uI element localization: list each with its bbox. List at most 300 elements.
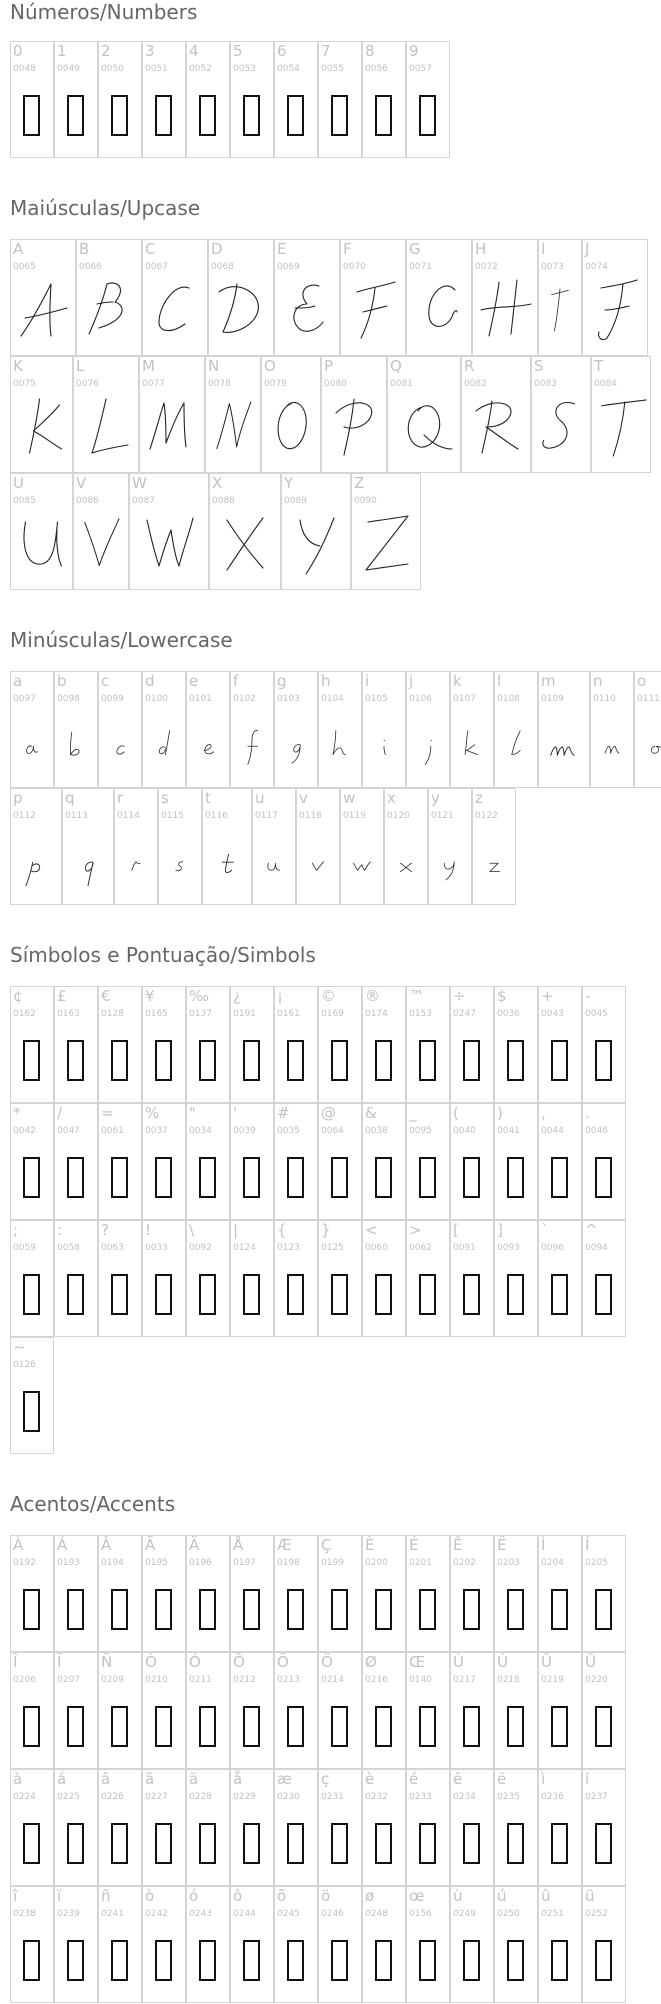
- missing-glyph-box: [419, 1589, 436, 1630]
- glyph-char-label: Ú: [497, 1653, 508, 1671]
- glyph-code-label: 0140: [409, 1675, 432, 1685]
- glyph-cell: [362, 1652, 406, 1769]
- glyph-cell: [54, 1103, 98, 1220]
- glyph-code-label: 0108: [497, 694, 520, 704]
- glyph-code-label: 0110: [593, 694, 616, 704]
- glyph-cell: [142, 1535, 186, 1652]
- glyph-cell: [406, 671, 450, 788]
- glyph-char-label: Q: [390, 357, 402, 375]
- glyph-cell: [450, 1652, 494, 1769]
- glyph-char-label: g: [277, 672, 287, 690]
- glyph-cell: [406, 1535, 450, 1652]
- glyph-cell: [142, 41, 186, 158]
- glyph-code-label: 0113: [65, 811, 88, 821]
- missing-glyph-box: [23, 1823, 40, 1864]
- glyph-cell: [98, 671, 142, 788]
- glyph-char-label: 5: [233, 42, 243, 60]
- glyph-cell: [450, 671, 494, 788]
- script-glyph-preview: [363, 702, 405, 782]
- glyph-cell: [321, 356, 387, 473]
- glyph-code-label: 0104: [321, 694, 344, 704]
- glyph-cell: [450, 986, 494, 1103]
- glyph-code-label: 0228: [189, 1792, 212, 1802]
- glyph-cell: [10, 239, 76, 356]
- script-glyph-preview: [297, 819, 339, 899]
- glyph-cell: [362, 1103, 406, 1220]
- glyph-char-label: l: [497, 672, 502, 690]
- glyph-char-label: L: [76, 357, 85, 375]
- glyph-char-label: œ: [409, 1887, 425, 1905]
- glyph-code-label: 0097: [13, 694, 36, 704]
- glyph-code-label: 0085: [13, 496, 36, 506]
- missing-glyph-box: [551, 1706, 568, 1747]
- glyph-cell: [230, 1652, 274, 1769]
- glyph-code-label: 0165: [145, 1009, 168, 1019]
- missing-glyph-box: [67, 1589, 84, 1630]
- glyph-cell: [10, 1652, 54, 1769]
- glyph-char-label: T: [594, 357, 604, 375]
- glyph-cell: [205, 356, 261, 473]
- glyph-char-label: Á: [57, 1536, 68, 1554]
- missing-glyph-box: [419, 1040, 436, 1081]
- glyph-code-label: 0072: [475, 262, 498, 272]
- glyph-char-label: Ù: [453, 1653, 464, 1671]
- glyph-char-label: ¢: [13, 987, 23, 1005]
- glyph-code-label: 0098: [57, 694, 80, 704]
- glyph-code-label: 0202: [453, 1558, 476, 1568]
- glyph-code-label: 0055: [321, 64, 344, 74]
- glyph-code-label: 0218: [497, 1675, 520, 1685]
- glyph-char-label: ¡: [277, 987, 284, 1005]
- glyph-char-label: ): [497, 1104, 503, 1122]
- glyph-char-label: B: [79, 240, 90, 258]
- glyph-cell: [142, 1220, 186, 1337]
- missing-glyph-box: [331, 1157, 348, 1198]
- missing-glyph-box: [287, 95, 304, 136]
- glyph-char-label: ©: [321, 987, 336, 1005]
- script-glyph-preview: [159, 819, 201, 899]
- glyph-cell: [10, 671, 54, 788]
- glyph-code-label: 0249: [453, 1909, 476, 1919]
- glyph-char-label: u: [255, 789, 265, 807]
- missing-glyph-box: [67, 95, 84, 136]
- glyph-char-label: Ê: [453, 1536, 463, 1554]
- glyph-code-label: 0220: [585, 1675, 608, 1685]
- glyph-cell: [318, 41, 362, 158]
- missing-glyph-box: [419, 1706, 436, 1747]
- missing-glyph-box: [155, 95, 172, 136]
- glyph-code-label: 0115: [161, 811, 184, 821]
- glyph-char-label: i: [365, 672, 370, 690]
- glyph-code-label: 0224: [13, 1792, 36, 1802]
- missing-glyph-box: [111, 1157, 128, 1198]
- glyph-char-label: é: [409, 1770, 419, 1788]
- glyph-cell: [186, 1886, 230, 2003]
- glyph-code-label: 0227: [145, 1792, 168, 1802]
- glyph-char-label: m: [541, 672, 556, 690]
- script-glyph-preview: [99, 702, 141, 782]
- glyph-code-label: 0225: [57, 1792, 80, 1802]
- missing-glyph-box: [287, 1589, 304, 1630]
- glyph-code-label: 0196: [189, 1558, 212, 1568]
- glyph-cell: [406, 1220, 450, 1337]
- glyph-code-label: 0213: [277, 1675, 300, 1685]
- missing-glyph-box: [23, 1940, 40, 1981]
- glyph-cell: [98, 41, 142, 158]
- glyph-code-label: 0079: [264, 379, 287, 389]
- missing-glyph-box: [67, 1823, 84, 1864]
- missing-glyph-box: [23, 1391, 40, 1432]
- missing-glyph-box: [155, 1157, 172, 1198]
- glyph-code-label: 0062: [409, 1243, 432, 1253]
- missing-glyph-box: [507, 1589, 524, 1630]
- glyph-cell: [362, 986, 406, 1103]
- glyph-char-label: Œ: [409, 1653, 426, 1671]
- glyph-cell: [10, 1337, 54, 1454]
- glyph-cell: [274, 671, 318, 788]
- missing-glyph-box: [375, 1157, 392, 1198]
- missing-glyph-box: [331, 1274, 348, 1315]
- glyph-cell: [230, 1535, 274, 1652]
- glyph-cell: [10, 1769, 54, 1886]
- missing-glyph-box: [287, 1940, 304, 1981]
- glyph-code-label: 0174: [365, 1009, 388, 1019]
- glyph-cell: [274, 1886, 318, 2003]
- glyph-cell: [406, 1103, 450, 1220]
- glyph-code-label: 0219: [541, 1675, 564, 1685]
- missing-glyph-box: [463, 1706, 480, 1747]
- glyph-cell: [230, 1886, 274, 2003]
- missing-glyph-box: [67, 1706, 84, 1747]
- missing-glyph-box: [331, 1589, 348, 1630]
- glyph-code-label: 0107: [453, 694, 476, 704]
- missing-glyph-box: [199, 1706, 216, 1747]
- glyph-cell: [494, 1535, 538, 1652]
- glyph-cell: [538, 239, 582, 356]
- glyph-cell: [387, 356, 461, 473]
- glyph-char-label: Û: [541, 1653, 552, 1671]
- glyph-char-label: ': [233, 1104, 238, 1122]
- glyph-char-label: €: [101, 987, 111, 1005]
- glyph-char-label: ñ: [101, 1887, 111, 1905]
- glyph-cell: [142, 1886, 186, 2003]
- glyph-code-label: 0063: [101, 1243, 124, 1253]
- glyph-cell: [538, 986, 582, 1103]
- script-glyph-preview: [115, 819, 157, 899]
- glyph-cell: [450, 1769, 494, 1886]
- glyph-char-label: w: [343, 789, 356, 807]
- script-glyph-preview: [55, 702, 97, 782]
- glyph-code-label: 0121: [431, 811, 454, 821]
- glyph-char-label: î: [13, 1887, 18, 1905]
- glyph-code-label: 0054: [277, 64, 300, 74]
- glyph-cell: [186, 1220, 230, 1337]
- missing-glyph-box: [595, 1940, 612, 1981]
- missing-glyph-box: [111, 1706, 128, 1747]
- glyph-code-label: 0123: [277, 1243, 300, 1253]
- glyph-cell: [142, 239, 208, 356]
- missing-glyph-box: [111, 1589, 128, 1630]
- glyph-cell: [461, 356, 531, 473]
- glyph-cell: [114, 788, 158, 905]
- glyph-code-label: 0201: [409, 1558, 432, 1568]
- glyph-char-label: 2: [101, 42, 111, 60]
- script-glyph-preview: [63, 819, 113, 899]
- script-glyph-preview: [583, 270, 647, 350]
- script-glyph-preview: [473, 819, 515, 899]
- glyph-code-label: 0068: [211, 262, 234, 272]
- glyph-code-label: 0066: [79, 262, 102, 272]
- glyph-cell: [230, 986, 274, 1103]
- glyph-char-label: Ì: [541, 1536, 546, 1554]
- glyph-code-label: 0232: [365, 1792, 388, 1802]
- missing-glyph-box: [287, 1823, 304, 1864]
- glyph-char-label: Æ: [277, 1536, 292, 1554]
- missing-glyph-box: [23, 1040, 40, 1081]
- glyph-char-label: Í: [585, 1536, 590, 1554]
- glyph-code-label: 0033: [145, 1243, 168, 1253]
- glyph-char-label: ì: [541, 1770, 546, 1788]
- script-glyph-preview: [262, 387, 320, 467]
- glyph-code-label: 0245: [277, 1909, 300, 1919]
- glyph-char-label: ü: [585, 1887, 595, 1905]
- glyph-char-label: y: [431, 789, 440, 807]
- missing-glyph-box: [243, 1274, 260, 1315]
- glyph-char-label: À: [13, 1536, 24, 1554]
- glyph-cell: [10, 1535, 54, 1652]
- glyph-code-label: 0111: [637, 694, 660, 704]
- glyph-cell: [582, 1652, 626, 1769]
- glyph-code-label: 0074: [585, 262, 608, 272]
- glyph-code-label: 0041: [497, 1126, 520, 1136]
- glyph-char-label: [: [453, 1221, 459, 1239]
- glyph-char-label: C: [145, 240, 156, 258]
- glyph-code-label: 0207: [57, 1675, 80, 1685]
- glyph-char-label: å: [233, 1770, 243, 1788]
- glyph-char-label: Ö: [321, 1653, 333, 1671]
- glyph-cell: [450, 1103, 494, 1220]
- glyph-cell: [98, 1220, 142, 1337]
- glyph-cell: [634, 671, 661, 788]
- glyph-cell: [362, 1220, 406, 1337]
- glyph-code-label: 0084: [594, 379, 617, 389]
- glyph-code-label: 0210: [145, 1675, 168, 1685]
- glyph-char-label: Î: [13, 1653, 18, 1671]
- glyph-char-label: Z: [354, 474, 365, 492]
- glyph-char-label: H: [475, 240, 487, 258]
- section-title: Números/Numbers: [10, 0, 198, 24]
- glyph-code-label: 0204: [541, 1558, 564, 1568]
- glyph-code-label: 0195: [145, 1558, 168, 1568]
- glyph-code-label: 0198: [277, 1558, 300, 1568]
- glyph-code-label: 0067: [145, 262, 168, 272]
- script-glyph-preview: [11, 387, 72, 467]
- missing-glyph-box: [155, 1274, 172, 1315]
- glyph-code-label: 0126: [13, 1360, 36, 1370]
- glyph-cell: [450, 1535, 494, 1652]
- glyph-cell: [472, 239, 538, 356]
- glyph-cell: [582, 1769, 626, 1886]
- glyph-code-label: 0231: [321, 1792, 344, 1802]
- glyph-code-label: 0078: [208, 379, 231, 389]
- glyph-char-label: ø: [365, 1887, 375, 1905]
- glyph-cell: [318, 1886, 362, 2003]
- missing-glyph-box: [551, 1040, 568, 1081]
- glyph-cell: [54, 1535, 98, 1652]
- glyph-cell: [129, 473, 209, 590]
- script-glyph-preview: [539, 702, 589, 782]
- script-glyph-preview: [495, 702, 537, 782]
- glyph-char-label: J: [585, 240, 590, 258]
- glyph-cell: [362, 1886, 406, 2003]
- glyph-char-label: <: [365, 1221, 378, 1239]
- glyph-char-label: ?: [101, 1221, 109, 1239]
- missing-glyph-box: [507, 1823, 524, 1864]
- missing-glyph-box: [419, 95, 436, 136]
- glyph-code-label: 0090: [354, 496, 377, 506]
- glyph-cell: [186, 1652, 230, 1769]
- script-glyph-preview: [429, 819, 471, 899]
- glyph-char-label: È: [365, 1536, 375, 1554]
- missing-glyph-box: [507, 1040, 524, 1081]
- glyph-code-label: 0153: [409, 1009, 432, 1019]
- glyph-code-label: 0092: [189, 1243, 212, 1253]
- script-glyph-preview: [11, 702, 53, 782]
- missing-glyph-box: [507, 1157, 524, 1198]
- glyph-code-label: 0081: [390, 379, 413, 389]
- missing-glyph-box: [331, 95, 348, 136]
- glyph-code-label: 0199: [321, 1558, 344, 1568]
- glyph-cell: [10, 1220, 54, 1337]
- glyph-code-label: 0070: [343, 262, 366, 272]
- glyph-code-label: 0124: [233, 1243, 256, 1253]
- glyph-cell: [406, 1886, 450, 2003]
- glyph-code-label: 0248: [365, 1909, 388, 1919]
- glyph-cell: [274, 239, 340, 356]
- glyph-cell: [494, 1886, 538, 2003]
- glyph-cell: [362, 671, 406, 788]
- glyph-cell: [10, 1886, 54, 2003]
- glyph-char-label: z: [475, 789, 483, 807]
- glyph-code-label: 0226: [101, 1792, 124, 1802]
- glyph-cell: [538, 1886, 582, 2003]
- script-glyph-preview: [210, 504, 280, 584]
- script-glyph-preview: [385, 819, 427, 899]
- glyph-code-label: 0229: [233, 1792, 256, 1802]
- script-glyph-preview: [253, 819, 295, 899]
- glyph-char-label: :: [57, 1221, 63, 1239]
- missing-glyph-box: [463, 1274, 480, 1315]
- glyph-char-label: 3: [145, 42, 155, 60]
- glyph-cell: [274, 1535, 318, 1652]
- glyph-code-label: 0120: [387, 811, 410, 821]
- glyph-code-label: 0049: [57, 64, 80, 74]
- glyph-cell: [582, 986, 626, 1103]
- glyph-char-label: |: [233, 1221, 239, 1239]
- glyph-code-label: 0047: [57, 1126, 80, 1136]
- glyph-cell: [10, 473, 73, 590]
- glyph-cell: [494, 1652, 538, 1769]
- script-glyph-preview: [341, 819, 383, 899]
- glyph-code-label: 0203: [497, 1558, 520, 1568]
- glyph-cell: [318, 1103, 362, 1220]
- glyph-cell: [142, 671, 186, 788]
- glyph-cell: [318, 671, 362, 788]
- glyph-cell: [76, 239, 142, 356]
- glyph-cell: [406, 239, 472, 356]
- missing-glyph-box: [287, 1706, 304, 1747]
- glyph-char-label: Ï: [57, 1653, 62, 1671]
- missing-glyph-box: [595, 1589, 612, 1630]
- missing-glyph-box: [111, 1040, 128, 1081]
- glyph-char-label: @: [321, 1104, 336, 1122]
- glyph-code-label: 0036: [497, 1009, 520, 1019]
- glyph-char-label: b: [57, 672, 67, 690]
- glyph-code-label: 0233: [409, 1792, 432, 1802]
- glyph-cell: [202, 788, 252, 905]
- missing-glyph-box: [243, 1706, 260, 1747]
- glyph-char-label: Ä: [189, 1536, 200, 1554]
- missing-glyph-box: [419, 1823, 436, 1864]
- glyph-code-label: 0083: [534, 379, 557, 389]
- glyph-cell: [538, 1769, 582, 1886]
- script-glyph-preview: [451, 702, 493, 782]
- missing-glyph-box: [375, 1706, 392, 1747]
- glyph-cell: [62, 788, 114, 905]
- missing-glyph-box: [463, 1823, 480, 1864]
- glyph-char-label: I: [541, 240, 546, 258]
- glyph-cell: [274, 1220, 318, 1337]
- glyph-char-label: S: [534, 357, 544, 375]
- glyph-code-label: 0091: [453, 1243, 476, 1253]
- glyph-code-label: 0122: [475, 811, 498, 821]
- glyph-char-label: ¿: [233, 987, 241, 1005]
- glyph-cell: [98, 1769, 142, 1886]
- script-glyph-preview: [352, 504, 420, 584]
- glyph-char-label: $: [497, 987, 507, 1005]
- glyph-char-label: M: [142, 357, 155, 375]
- script-glyph-preview: [206, 387, 260, 467]
- section-title: Maiúsculas/Upcase: [10, 196, 201, 220]
- glyph-cell: [362, 41, 406, 158]
- missing-glyph-box: [199, 1589, 216, 1630]
- missing-glyph-box: [595, 1274, 612, 1315]
- missing-glyph-box: [155, 1940, 172, 1981]
- glyph-cell: [261, 356, 321, 473]
- glyph-char-label: O: [264, 357, 276, 375]
- glyph-char-label: Ø: [365, 1653, 377, 1671]
- missing-glyph-box: [243, 1940, 260, 1981]
- glyph-char-label: -: [585, 987, 591, 1005]
- script-glyph-preview: [407, 270, 471, 350]
- glyph-char-label: d: [145, 672, 155, 690]
- glyph-char-label: ô: [233, 1887, 243, 1905]
- glyph-char-label: 9: [409, 42, 419, 60]
- glyph-cell: [318, 986, 362, 1103]
- glyph-code-label: 0035: [277, 1126, 300, 1136]
- glyph-char-label: ]: [497, 1221, 503, 1239]
- script-glyph-preview: [322, 387, 386, 467]
- glyph-cell: [406, 1652, 450, 1769]
- glyph-char-label: Ô: [233, 1653, 245, 1671]
- glyph-cell: [384, 788, 428, 905]
- glyph-cell: [406, 41, 450, 158]
- glyph-char-label: /: [57, 1104, 63, 1122]
- glyph-char-label: {: [277, 1221, 287, 1239]
- glyph-code-label: 0089: [284, 496, 307, 506]
- glyph-code-label: 0056: [365, 64, 388, 74]
- missing-glyph-box: [463, 1940, 480, 1981]
